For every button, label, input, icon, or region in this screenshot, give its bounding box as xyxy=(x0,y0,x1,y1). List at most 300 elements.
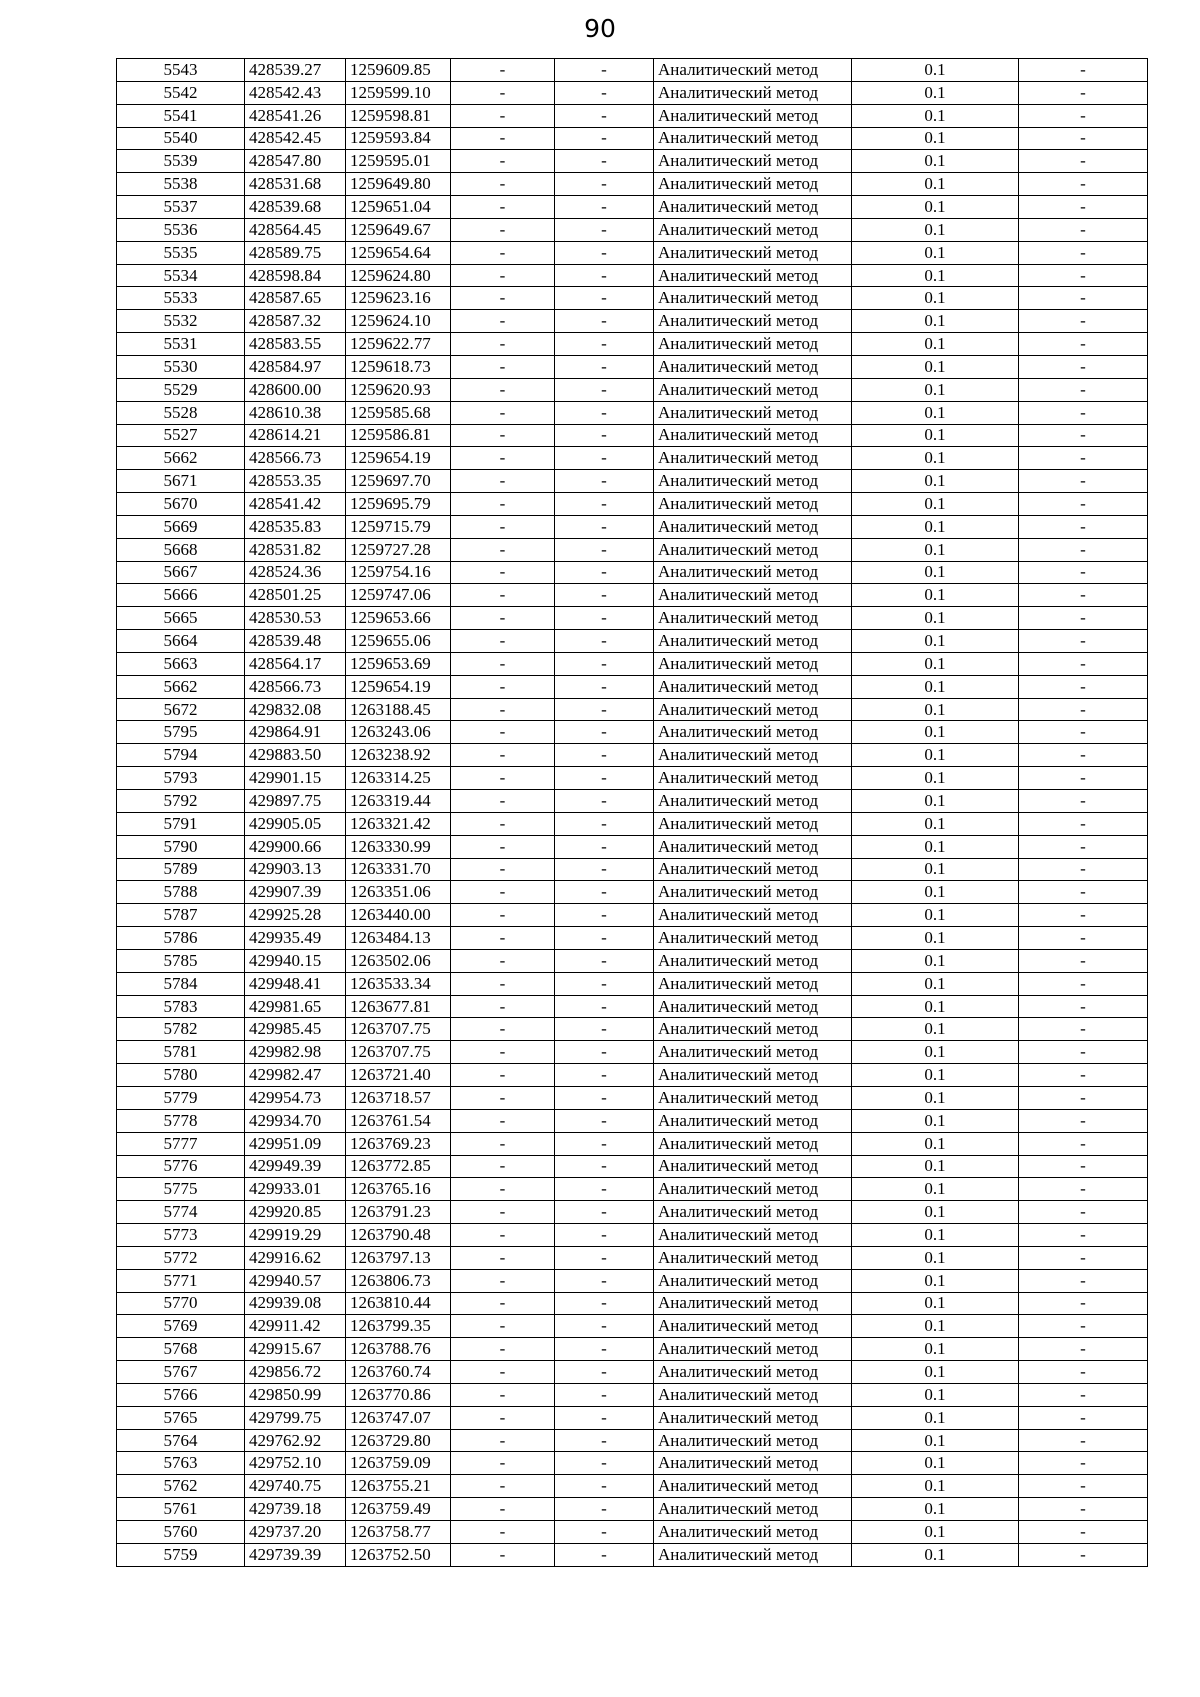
x-coordinate-cell: 428587.32 xyxy=(245,310,346,333)
dash-cell: - xyxy=(451,1406,555,1429)
point-number-cell: 5777 xyxy=(117,1132,245,1155)
accuracy-cell: 0.1 xyxy=(852,1041,1019,1064)
point-number-cell: 5535 xyxy=(117,241,245,264)
dash-cell: - xyxy=(1019,767,1148,790)
y-coordinate-cell: 1259624.80 xyxy=(346,264,451,287)
table-row xyxy=(117,241,1148,264)
table-row xyxy=(117,173,1148,196)
point-number-cell: 5767 xyxy=(117,1361,245,1384)
dash-cell: - xyxy=(555,378,654,401)
dash-cell: - xyxy=(555,196,654,219)
dash-cell: - xyxy=(555,835,654,858)
table-row xyxy=(117,904,1148,927)
point-number-cell: 5662 xyxy=(117,675,245,698)
dash-cell: - xyxy=(451,1086,555,1109)
table-row xyxy=(117,584,1148,607)
dash-cell: - xyxy=(555,333,654,356)
dash-cell: - xyxy=(555,675,654,698)
accuracy-cell: 0.1 xyxy=(852,1178,1019,1201)
method-cell: Аналитический метод xyxy=(654,1292,852,1315)
x-coordinate-cell: 429739.39 xyxy=(245,1543,346,1566)
x-coordinate-cell: 428589.75 xyxy=(245,241,346,264)
dash-cell: - xyxy=(451,995,555,1018)
dash-cell: - xyxy=(1019,1406,1148,1429)
point-number-cell: 5663 xyxy=(117,652,245,675)
accuracy-cell: 0.1 xyxy=(852,972,1019,995)
accuracy-cell: 0.1 xyxy=(852,424,1019,447)
table-row xyxy=(117,1269,1148,1292)
point-number-cell: 5537 xyxy=(117,196,245,219)
dash-cell: - xyxy=(451,1338,555,1361)
table-row xyxy=(117,104,1148,127)
dash-cell: - xyxy=(1019,630,1148,653)
dash-cell: - xyxy=(1019,904,1148,927)
point-number-cell: 5768 xyxy=(117,1338,245,1361)
y-coordinate-cell: 1263769.23 xyxy=(346,1132,451,1155)
dash-cell: - xyxy=(1019,1452,1148,1475)
dash-cell: - xyxy=(1019,59,1148,82)
y-coordinate-cell: 1263243.06 xyxy=(346,721,451,744)
coordinates-table xyxy=(116,58,1148,1567)
y-coordinate-cell: 1263765.16 xyxy=(346,1178,451,1201)
dash-cell: - xyxy=(555,424,654,447)
point-number-cell: 5793 xyxy=(117,767,245,790)
dash-cell: - xyxy=(1019,744,1148,767)
accuracy-cell: 0.1 xyxy=(852,196,1019,219)
dash-cell: - xyxy=(555,447,654,470)
y-coordinate-cell: 1259624.10 xyxy=(346,310,451,333)
point-number-cell: 5765 xyxy=(117,1406,245,1429)
accuracy-cell: 0.1 xyxy=(852,675,1019,698)
dash-cell: - xyxy=(1019,1178,1148,1201)
dash-cell: - xyxy=(1019,835,1148,858)
dash-cell: - xyxy=(1019,424,1148,447)
dash-cell: - xyxy=(1019,538,1148,561)
dash-cell: - xyxy=(451,81,555,104)
y-coordinate-cell: 1259651.04 xyxy=(346,196,451,219)
x-coordinate-cell: 429920.85 xyxy=(245,1201,346,1224)
y-coordinate-cell: 1263440.00 xyxy=(346,904,451,927)
dash-cell: - xyxy=(1019,287,1148,310)
table-row xyxy=(117,1224,1148,1247)
x-coordinate-cell: 428584.97 xyxy=(245,355,346,378)
accuracy-cell: 0.1 xyxy=(852,378,1019,401)
table-row xyxy=(117,675,1148,698)
x-coordinate-cell: 429900.66 xyxy=(245,835,346,858)
table-row xyxy=(117,1383,1148,1406)
table-row xyxy=(117,1543,1148,1566)
dash-cell: - xyxy=(555,1383,654,1406)
x-coordinate-cell: 429740.75 xyxy=(245,1475,346,1498)
x-coordinate-cell: 429925.28 xyxy=(245,904,346,927)
x-coordinate-cell: 429981.65 xyxy=(245,995,346,1018)
accuracy-cell: 0.1 xyxy=(852,447,1019,470)
y-coordinate-cell: 1259754.16 xyxy=(346,561,451,584)
dash-cell: - xyxy=(555,584,654,607)
dash-cell: - xyxy=(555,493,654,516)
method-cell: Аналитический метод xyxy=(654,607,852,630)
y-coordinate-cell: 1263759.09 xyxy=(346,1452,451,1475)
accuracy-cell: 0.1 xyxy=(852,515,1019,538)
dash-cell: - xyxy=(1019,173,1148,196)
accuracy-cell: 0.1 xyxy=(852,1224,1019,1247)
accuracy-cell: 0.1 xyxy=(852,1064,1019,1087)
point-number-cell: 5542 xyxy=(117,81,245,104)
accuracy-cell: 0.1 xyxy=(852,1406,1019,1429)
accuracy-cell: 0.1 xyxy=(852,584,1019,607)
dash-cell: - xyxy=(555,127,654,150)
point-number-cell: 5536 xyxy=(117,218,245,241)
table-row xyxy=(117,447,1148,470)
dash-cell: - xyxy=(451,1224,555,1247)
dash-cell: - xyxy=(1019,401,1148,424)
accuracy-cell: 0.1 xyxy=(852,1155,1019,1178)
x-coordinate-cell: 428610.38 xyxy=(245,401,346,424)
dash-cell: - xyxy=(451,447,555,470)
method-cell: Аналитический метод xyxy=(654,218,852,241)
x-coordinate-cell: 428539.27 xyxy=(245,59,346,82)
dash-cell: - xyxy=(555,538,654,561)
x-coordinate-cell: 428564.17 xyxy=(245,652,346,675)
table-row xyxy=(117,196,1148,219)
dash-cell: - xyxy=(555,698,654,721)
dash-cell: - xyxy=(451,1018,555,1041)
table-row xyxy=(117,1109,1148,1132)
y-coordinate-cell: 1263760.74 xyxy=(346,1361,451,1384)
dash-cell: - xyxy=(451,538,555,561)
dash-cell: - xyxy=(1019,1521,1148,1544)
x-coordinate-cell: 428566.73 xyxy=(245,447,346,470)
dash-cell: - xyxy=(555,1064,654,1087)
method-cell: Аналитический метод xyxy=(654,196,852,219)
dash-cell: - xyxy=(1019,104,1148,127)
dash-cell: - xyxy=(555,1018,654,1041)
dash-cell: - xyxy=(451,607,555,630)
dash-cell: - xyxy=(451,630,555,653)
y-coordinate-cell: 1263755.21 xyxy=(346,1475,451,1498)
table-row xyxy=(117,995,1148,1018)
dash-cell: - xyxy=(555,401,654,424)
dash-cell: - xyxy=(451,858,555,881)
accuracy-cell: 0.1 xyxy=(852,607,1019,630)
point-number-cell: 5538 xyxy=(117,173,245,196)
dash-cell: - xyxy=(1019,1543,1148,1566)
dash-cell: - xyxy=(451,1429,555,1452)
table-row xyxy=(117,1201,1148,1224)
dash-cell: - xyxy=(451,1498,555,1521)
table-row xyxy=(117,150,1148,173)
y-coordinate-cell: 1263790.48 xyxy=(346,1224,451,1247)
y-coordinate-cell: 1259620.93 xyxy=(346,378,451,401)
method-cell: Аналитический метод xyxy=(654,1224,852,1247)
x-coordinate-cell: 429954.73 xyxy=(245,1086,346,1109)
y-coordinate-cell: 1263321.42 xyxy=(346,812,451,835)
dash-cell: - xyxy=(555,1155,654,1178)
dash-cell: - xyxy=(451,584,555,607)
dash-cell: - xyxy=(451,904,555,927)
method-cell: Аналитический метод xyxy=(654,1132,852,1155)
table-row xyxy=(117,698,1148,721)
table-row xyxy=(117,1406,1148,1429)
dash-cell: - xyxy=(555,1269,654,1292)
x-coordinate-cell: 429934.70 xyxy=(245,1109,346,1132)
dash-cell: - xyxy=(1019,1475,1148,1498)
y-coordinate-cell: 1263238.92 xyxy=(346,744,451,767)
point-number-cell: 5760 xyxy=(117,1521,245,1544)
dash-cell: - xyxy=(555,790,654,813)
x-coordinate-cell: 428598.84 xyxy=(245,264,346,287)
x-coordinate-cell: 428542.45 xyxy=(245,127,346,150)
dash-cell: - xyxy=(1019,1383,1148,1406)
x-coordinate-cell: 428541.26 xyxy=(245,104,346,127)
accuracy-cell: 0.1 xyxy=(852,493,1019,516)
method-cell: Аналитический метод xyxy=(654,310,852,333)
dash-cell: - xyxy=(555,904,654,927)
y-coordinate-cell: 1263707.75 xyxy=(346,1041,451,1064)
point-number-cell: 5778 xyxy=(117,1109,245,1132)
accuracy-cell: 0.1 xyxy=(852,858,1019,881)
x-coordinate-cell: 429949.39 xyxy=(245,1155,346,1178)
dash-cell: - xyxy=(451,355,555,378)
method-cell: Аналитический метод xyxy=(654,355,852,378)
table-row xyxy=(117,59,1148,82)
method-cell: Аналитический метод xyxy=(654,1201,852,1224)
table-row xyxy=(117,881,1148,904)
method-cell: Аналитический метод xyxy=(654,1543,852,1566)
dash-cell: - xyxy=(1019,218,1148,241)
y-coordinate-cell: 1263721.40 xyxy=(346,1064,451,1087)
dash-cell: - xyxy=(1019,447,1148,470)
table-row xyxy=(117,1338,1148,1361)
table-row xyxy=(117,515,1148,538)
method-cell: Аналитический метод xyxy=(654,378,852,401)
dash-cell: - xyxy=(451,561,555,584)
table-row xyxy=(117,1246,1148,1269)
dash-cell: - xyxy=(555,1475,654,1498)
x-coordinate-cell: 428564.45 xyxy=(245,218,346,241)
accuracy-cell: 0.1 xyxy=(852,1498,1019,1521)
y-coordinate-cell: 1259649.80 xyxy=(346,173,451,196)
dash-cell: - xyxy=(451,241,555,264)
accuracy-cell: 0.1 xyxy=(852,1521,1019,1544)
y-coordinate-cell: 1263759.49 xyxy=(346,1498,451,1521)
dash-cell: - xyxy=(1019,355,1148,378)
method-cell: Аналитический метод xyxy=(654,1498,852,1521)
method-cell: Аналитический метод xyxy=(654,1521,852,1544)
table-row xyxy=(117,1315,1148,1338)
dash-cell: - xyxy=(1019,1064,1148,1087)
dash-cell: - xyxy=(451,972,555,995)
y-coordinate-cell: 1263331.70 xyxy=(346,858,451,881)
dash-cell: - xyxy=(555,972,654,995)
table-row xyxy=(117,927,1148,950)
dash-cell: - xyxy=(451,333,555,356)
y-coordinate-cell: 1263188.45 xyxy=(346,698,451,721)
accuracy-cell: 0.1 xyxy=(852,1429,1019,1452)
method-cell: Аналитический метод xyxy=(654,81,852,104)
y-coordinate-cell: 1259622.77 xyxy=(346,333,451,356)
point-number-cell: 5530 xyxy=(117,355,245,378)
point-number-cell: 5775 xyxy=(117,1178,245,1201)
point-number-cell: 5541 xyxy=(117,104,245,127)
table-row xyxy=(117,1521,1148,1544)
dash-cell: - xyxy=(555,1178,654,1201)
dash-cell: - xyxy=(451,1521,555,1544)
dash-cell: - xyxy=(1019,1269,1148,1292)
dash-cell: - xyxy=(1019,1246,1148,1269)
dash-cell: - xyxy=(1019,310,1148,333)
table-row xyxy=(117,812,1148,835)
method-cell: Аналитический метод xyxy=(654,927,852,950)
dash-cell: - xyxy=(1019,1132,1148,1155)
y-coordinate-cell: 1263330.99 xyxy=(346,835,451,858)
table-row xyxy=(117,538,1148,561)
y-coordinate-cell: 1263484.13 xyxy=(346,927,451,950)
y-coordinate-cell: 1263788.76 xyxy=(346,1338,451,1361)
dash-cell: - xyxy=(555,1543,654,1566)
accuracy-cell: 0.1 xyxy=(852,721,1019,744)
x-coordinate-cell: 429737.20 xyxy=(245,1521,346,1544)
table-row xyxy=(117,1041,1148,1064)
y-coordinate-cell: 1259595.01 xyxy=(346,150,451,173)
dash-cell: - xyxy=(1019,241,1148,264)
dash-cell: - xyxy=(451,1292,555,1315)
dash-cell: - xyxy=(555,310,654,333)
accuracy-cell: 0.1 xyxy=(852,1452,1019,1475)
method-cell: Аналитический метод xyxy=(654,561,852,584)
accuracy-cell: 0.1 xyxy=(852,1132,1019,1155)
table-row xyxy=(117,858,1148,881)
y-coordinate-cell: 1263758.77 xyxy=(346,1521,451,1544)
dash-cell: - xyxy=(555,744,654,767)
x-coordinate-cell: 428531.82 xyxy=(245,538,346,561)
dash-cell: - xyxy=(451,493,555,516)
table-row xyxy=(117,1064,1148,1087)
y-coordinate-cell: 1259653.69 xyxy=(346,652,451,675)
y-coordinate-cell: 1259697.70 xyxy=(346,470,451,493)
point-number-cell: 5776 xyxy=(117,1155,245,1178)
method-cell: Аналитический метод xyxy=(654,698,852,721)
dash-cell: - xyxy=(555,470,654,493)
dash-cell: - xyxy=(451,1269,555,1292)
method-cell: Аналитический метод xyxy=(654,1406,852,1429)
dash-cell: - xyxy=(451,1178,555,1201)
dash-cell: - xyxy=(451,310,555,333)
accuracy-cell: 0.1 xyxy=(852,561,1019,584)
dash-cell: - xyxy=(1019,698,1148,721)
table-row xyxy=(117,949,1148,972)
accuracy-cell: 0.1 xyxy=(852,927,1019,950)
y-coordinate-cell: 1259727.28 xyxy=(346,538,451,561)
dash-cell: - xyxy=(451,173,555,196)
method-cell: Аналитический метод xyxy=(654,515,852,538)
method-cell: Аналитический метод xyxy=(654,1452,852,1475)
dash-cell: - xyxy=(1019,927,1148,950)
table-row xyxy=(117,310,1148,333)
method-cell: Аналитический метод xyxy=(654,1064,852,1087)
dash-cell: - xyxy=(555,858,654,881)
table-row xyxy=(117,470,1148,493)
point-number-cell: 5528 xyxy=(117,401,245,424)
table-row xyxy=(117,218,1148,241)
dash-cell: - xyxy=(555,1406,654,1429)
point-number-cell: 5666 xyxy=(117,584,245,607)
accuracy-cell: 0.1 xyxy=(852,1269,1019,1292)
accuracy-cell: 0.1 xyxy=(852,1315,1019,1338)
accuracy-cell: 0.1 xyxy=(852,173,1019,196)
x-coordinate-cell: 428547.80 xyxy=(245,150,346,173)
table-row xyxy=(117,607,1148,630)
point-number-cell: 5671 xyxy=(117,470,245,493)
dash-cell: - xyxy=(555,1041,654,1064)
table-row xyxy=(117,1429,1148,1452)
accuracy-cell: 0.1 xyxy=(852,150,1019,173)
point-number-cell: 5543 xyxy=(117,59,245,82)
dash-cell: - xyxy=(555,287,654,310)
method-cell: Аналитический метод xyxy=(654,767,852,790)
method-cell: Аналитический метод xyxy=(654,424,852,447)
dash-cell: - xyxy=(451,1246,555,1269)
point-number-cell: 5789 xyxy=(117,858,245,881)
x-coordinate-cell: 429940.57 xyxy=(245,1269,346,1292)
dash-cell: - xyxy=(555,1498,654,1521)
point-number-cell: 5784 xyxy=(117,972,245,995)
table-row xyxy=(117,561,1148,584)
dash-cell: - xyxy=(451,287,555,310)
dash-cell: - xyxy=(555,1224,654,1247)
point-number-cell: 5539 xyxy=(117,150,245,173)
method-cell: Аналитический метод xyxy=(654,1383,852,1406)
table-row xyxy=(117,835,1148,858)
dash-cell: - xyxy=(451,470,555,493)
table-row xyxy=(117,1292,1148,1315)
dash-cell: - xyxy=(1019,1361,1148,1384)
table-row xyxy=(117,1452,1148,1475)
x-coordinate-cell: 428542.43 xyxy=(245,81,346,104)
dash-cell: - xyxy=(555,150,654,173)
dash-cell: - xyxy=(555,1338,654,1361)
method-cell: Аналитический метод xyxy=(654,447,852,470)
accuracy-cell: 0.1 xyxy=(852,218,1019,241)
dash-cell: - xyxy=(1019,127,1148,150)
dash-cell: - xyxy=(451,1475,555,1498)
dash-cell: - xyxy=(555,1315,654,1338)
x-coordinate-cell: 429864.91 xyxy=(245,721,346,744)
dash-cell: - xyxy=(555,767,654,790)
dash-cell: - xyxy=(555,630,654,653)
x-coordinate-cell: 429856.72 xyxy=(245,1361,346,1384)
y-coordinate-cell: 1263791.23 xyxy=(346,1201,451,1224)
x-coordinate-cell: 429850.99 xyxy=(245,1383,346,1406)
table-row xyxy=(117,721,1148,744)
point-number-cell: 5787 xyxy=(117,904,245,927)
x-coordinate-cell: 428583.55 xyxy=(245,333,346,356)
table-row xyxy=(117,264,1148,287)
point-number-cell: 5664 xyxy=(117,630,245,653)
x-coordinate-cell: 429901.15 xyxy=(245,767,346,790)
x-coordinate-cell: 428566.73 xyxy=(245,675,346,698)
dash-cell: - xyxy=(1019,881,1148,904)
dash-cell: - xyxy=(555,1109,654,1132)
dash-cell: - xyxy=(555,515,654,538)
table-row xyxy=(117,493,1148,516)
x-coordinate-cell: 429903.13 xyxy=(245,858,346,881)
dash-cell: - xyxy=(555,104,654,127)
x-coordinate-cell: 429915.67 xyxy=(245,1338,346,1361)
x-coordinate-cell: 428524.36 xyxy=(245,561,346,584)
table-row xyxy=(117,355,1148,378)
method-cell: Аналитический метод xyxy=(654,1155,852,1178)
